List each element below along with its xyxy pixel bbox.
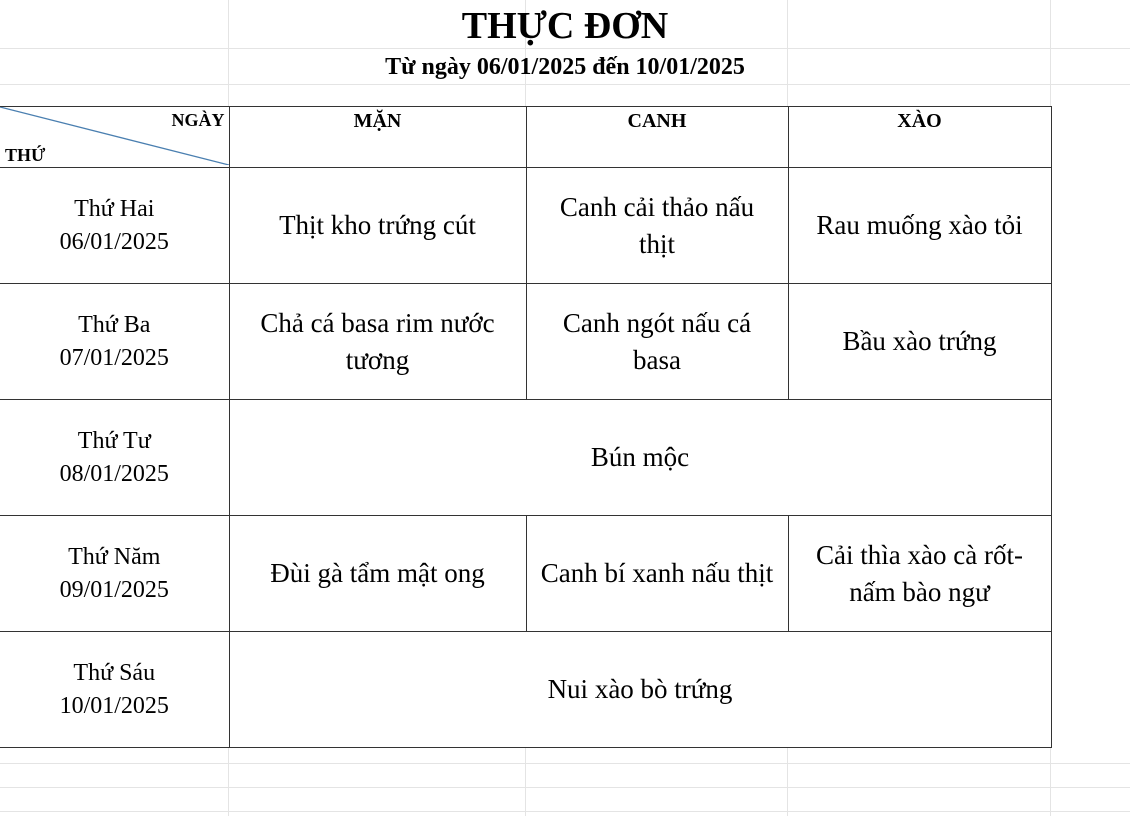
day-cell[interactable] [0,516,229,632]
merged-dish-cell[interactable]: Nui xào bò trứng [229,632,1051,748]
xao-cell[interactable]: Cải thìa xào cà rốt- nấm bào ngư [788,516,1051,632]
column-header-man[interactable]: MẶN [229,107,526,168]
day-date: 09/01/2025 [59,576,169,603]
xao-cell[interactable]: Bầu xào trứng [788,284,1051,400]
table-row [0,516,1051,632]
day-name: Thứ Tư [77,427,151,454]
corner-label-thu: THỨ [5,145,46,165]
gridline [0,811,1130,812]
day-cell[interactable] [0,632,229,748]
column-header-xao[interactable]: XÀO [788,107,1051,168]
day-cell[interactable] [0,400,229,516]
corner-label-ngay: NGÀY [171,110,225,130]
day-cell[interactable] [0,168,229,284]
day-date: 07/01/2025 [59,344,169,371]
day-date: 10/01/2025 [59,692,169,719]
day-name: Thứ Hai [74,195,155,222]
table-row [0,284,1051,400]
column-header-canh[interactable]: CANH [526,107,788,168]
table-row [0,400,1051,516]
man-cell[interactable]: Đùi gà tẩm mật ong [229,516,526,632]
date-range-subtitle: Từ ngày 06/01/2025 đến 10/01/2025 [385,54,745,80]
canh-cell[interactable]: Canh cải thảo nấu thịt [526,168,788,284]
day-date: 06/01/2025 [59,228,169,255]
table-row [0,168,1051,284]
canh-cell[interactable]: Canh bí xanh nấu thịt [526,516,788,632]
man-cell[interactable]: Thịt kho trứng cút [229,168,526,284]
gridline [0,763,1130,764]
day-name: Thứ Năm [68,543,161,570]
merged-dish-cell[interactable]: Bún mộc [229,400,1051,516]
gridline [0,84,1130,85]
gridline [0,48,1130,49]
menu-table [0,106,1052,748]
man-cell[interactable]: Chả cá basa rim nước tương [229,284,526,400]
day-name: Thứ Ba [78,311,151,338]
xao-cell[interactable]: Rau muống xào tỏi [788,168,1051,284]
day-date: 08/01/2025 [59,460,169,487]
header-row [0,107,1051,168]
day-cell[interactable] [0,284,229,400]
canh-cell[interactable]: Canh ngót nấu cá basa [526,284,788,400]
table-row [0,632,1051,748]
page-title: THỰC ĐƠN [461,5,669,47]
corner-header-cell[interactable] [0,107,229,168]
gridline [0,787,1130,788]
day-name: Thứ Sáu [73,659,156,686]
